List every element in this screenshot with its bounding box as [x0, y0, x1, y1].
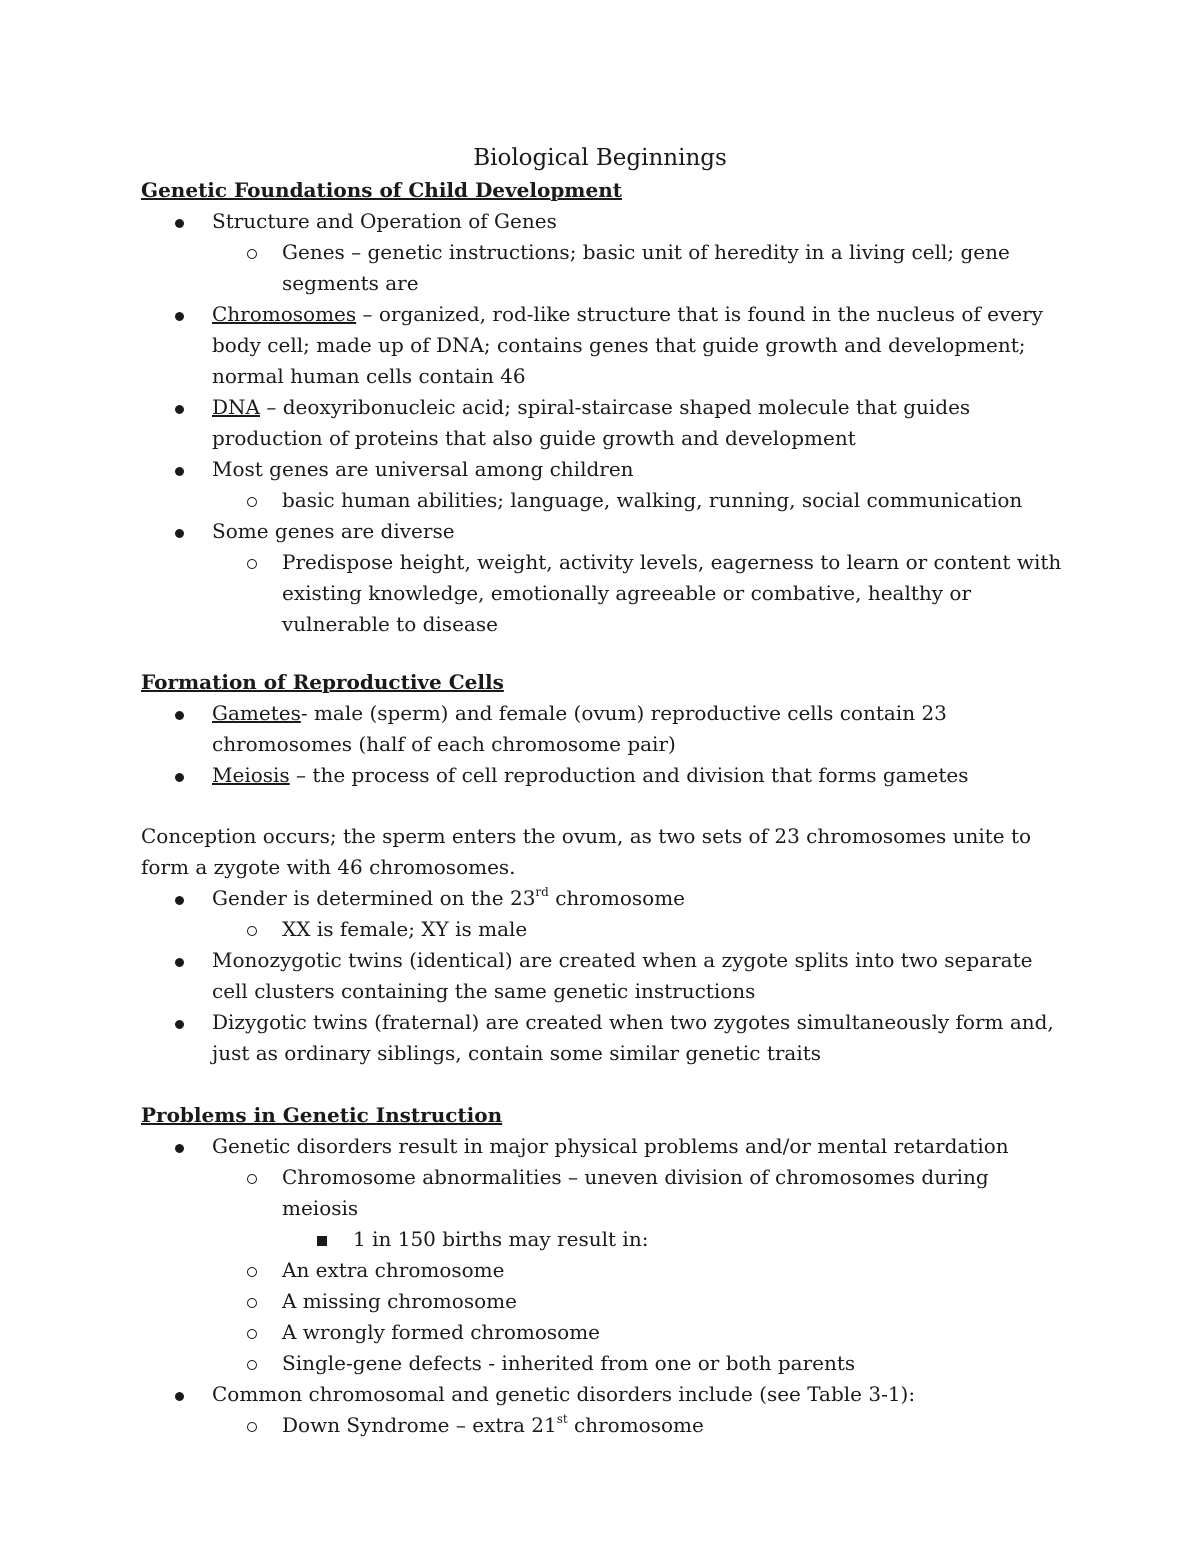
term-underlined: Gametes: [212, 701, 301, 725]
bullet-dot-icon: [175, 896, 184, 905]
list-item: Genes – genetic instructions; basic unit of heredity in a living cell; gene segments are: [141, 237, 1071, 299]
paragraph: Conception occurs; the sperm enters the ovum, as two sets of 23 chromosomes unite to form a zygote with 46 chromosomes.: [141, 824, 1032, 879]
bullet-square-icon: [317, 1236, 327, 1246]
list-item: XX is female; XY is male: [141, 914, 1071, 945]
section-genetic-foundations: [141, 175, 1071, 640]
list-item: Structure and Operation of Genes: [141, 206, 1071, 237]
list-item: Meiosis – the process of cell reproduction and division that forms gametes: [141, 760, 1071, 791]
list-item: Chromosomes – organized, rod-like structure that is found in the nucleus of every body cell; made up of DNA; contains genes that guide growth and development; normal human cells contain 46: [141, 299, 1071, 392]
bullet-circle-icon: [247, 1267, 257, 1277]
bullet-dot-icon: [175, 529, 184, 538]
list-item: Gender is determined on the 23rd chromosome: [141, 883, 1071, 914]
bullet-circle-icon: [247, 1329, 257, 1339]
list-item: Predispose height, weight, activity levels, eagerness to learn or content with existing knowledge, emotionally agreeable or combative, healthy or vulnerable to disease: [141, 547, 1071, 640]
bullet-circle-icon: [247, 559, 257, 569]
section-reproductive-cells: [141, 667, 1071, 791]
section-conception: [141, 821, 1071, 1069]
section-heading: Formation of Reproductive Cells: [141, 670, 504, 694]
bullet-dot-icon: [175, 1020, 184, 1029]
term-underlined: Chromosomes: [212, 302, 357, 326]
list-item: Dizygotic twins (fraternal) are created when two zygotes simultaneously form and, just as ordinary siblings, contain some similar genetic traits: [141, 1007, 1071, 1069]
bullet-circle-icon: [247, 1422, 257, 1432]
bullet-list: [141, 206, 1071, 640]
list-item: Some genes are diverse: [141, 516, 1071, 547]
term-underlined: Meiosis: [212, 763, 290, 787]
section-heading: Genetic Foundations of Child Development: [141, 178, 622, 202]
list-item: Genetic disorders result in major physical problems and/or mental retardation: [141, 1131, 1071, 1162]
list-item: Single-gene defects - inherited from one or both parents: [141, 1348, 1071, 1379]
list-item: Chromosome abnormalities – uneven division of chromosomes during meiosis: [141, 1162, 1071, 1224]
bullet-circle-icon: [247, 497, 257, 507]
bullet-dot-icon: [175, 405, 184, 414]
list-item: An extra chromosome: [141, 1255, 1071, 1286]
list-item: Gametes- male (sperm) and female (ovum) reproductive cells contain 23 chromosomes (half of each chromosome pair): [141, 698, 1071, 760]
list-item: A missing chromosome: [141, 1286, 1071, 1317]
bullet-circle-icon: [247, 926, 257, 936]
list-item: Monozygotic twins (identical) are created when a zygote splits into two separate cell clusters containing the same genetic instructions: [141, 945, 1071, 1007]
document-title: Biological Beginnings: [473, 145, 727, 171]
section-heading: Problems in Genetic Instruction: [141, 1103, 503, 1127]
bullet-dot-icon: [175, 312, 184, 321]
bullet-list: [141, 883, 1071, 1069]
list-item: Common chromosomal and genetic disorders include (see Table 3-1):: [141, 1379, 1071, 1410]
term-underlined: DNA: [212, 395, 260, 419]
list-item: basic human abilities; language, walking, running, social communication: [141, 485, 1071, 516]
bullet-dot-icon: [175, 219, 184, 228]
bullet-circle-icon: [247, 1298, 257, 1308]
bullet-dot-icon: [175, 711, 184, 720]
list-item: A wrongly formed chromosome: [141, 1317, 1071, 1348]
bullet-dot-icon: [175, 467, 184, 476]
bullet-circle-icon: [247, 1360, 257, 1370]
list-item: DNA – deoxyribonucleic acid; spiral-staircase shaped molecule that guides production of proteins that also guide growth and development: [141, 392, 1071, 454]
bullet-dot-icon: [175, 773, 184, 782]
bullet-list: [141, 1131, 1071, 1441]
bullet-circle-icon: [247, 1174, 257, 1184]
list-item: 1 in 150 births may result in:: [141, 1224, 1071, 1255]
bullet-circle-icon: [247, 249, 257, 259]
bullet-list: [141, 698, 1071, 791]
bullet-dot-icon: [175, 1392, 184, 1401]
bullet-dot-icon: [175, 1144, 184, 1153]
list-item: Down Syndrome – extra 21st chromosome: [141, 1410, 1071, 1441]
list-item: Most genes are universal among children: [141, 454, 1071, 485]
section-genetic-problems: [141, 1100, 1071, 1441]
bullet-dot-icon: [175, 958, 184, 967]
